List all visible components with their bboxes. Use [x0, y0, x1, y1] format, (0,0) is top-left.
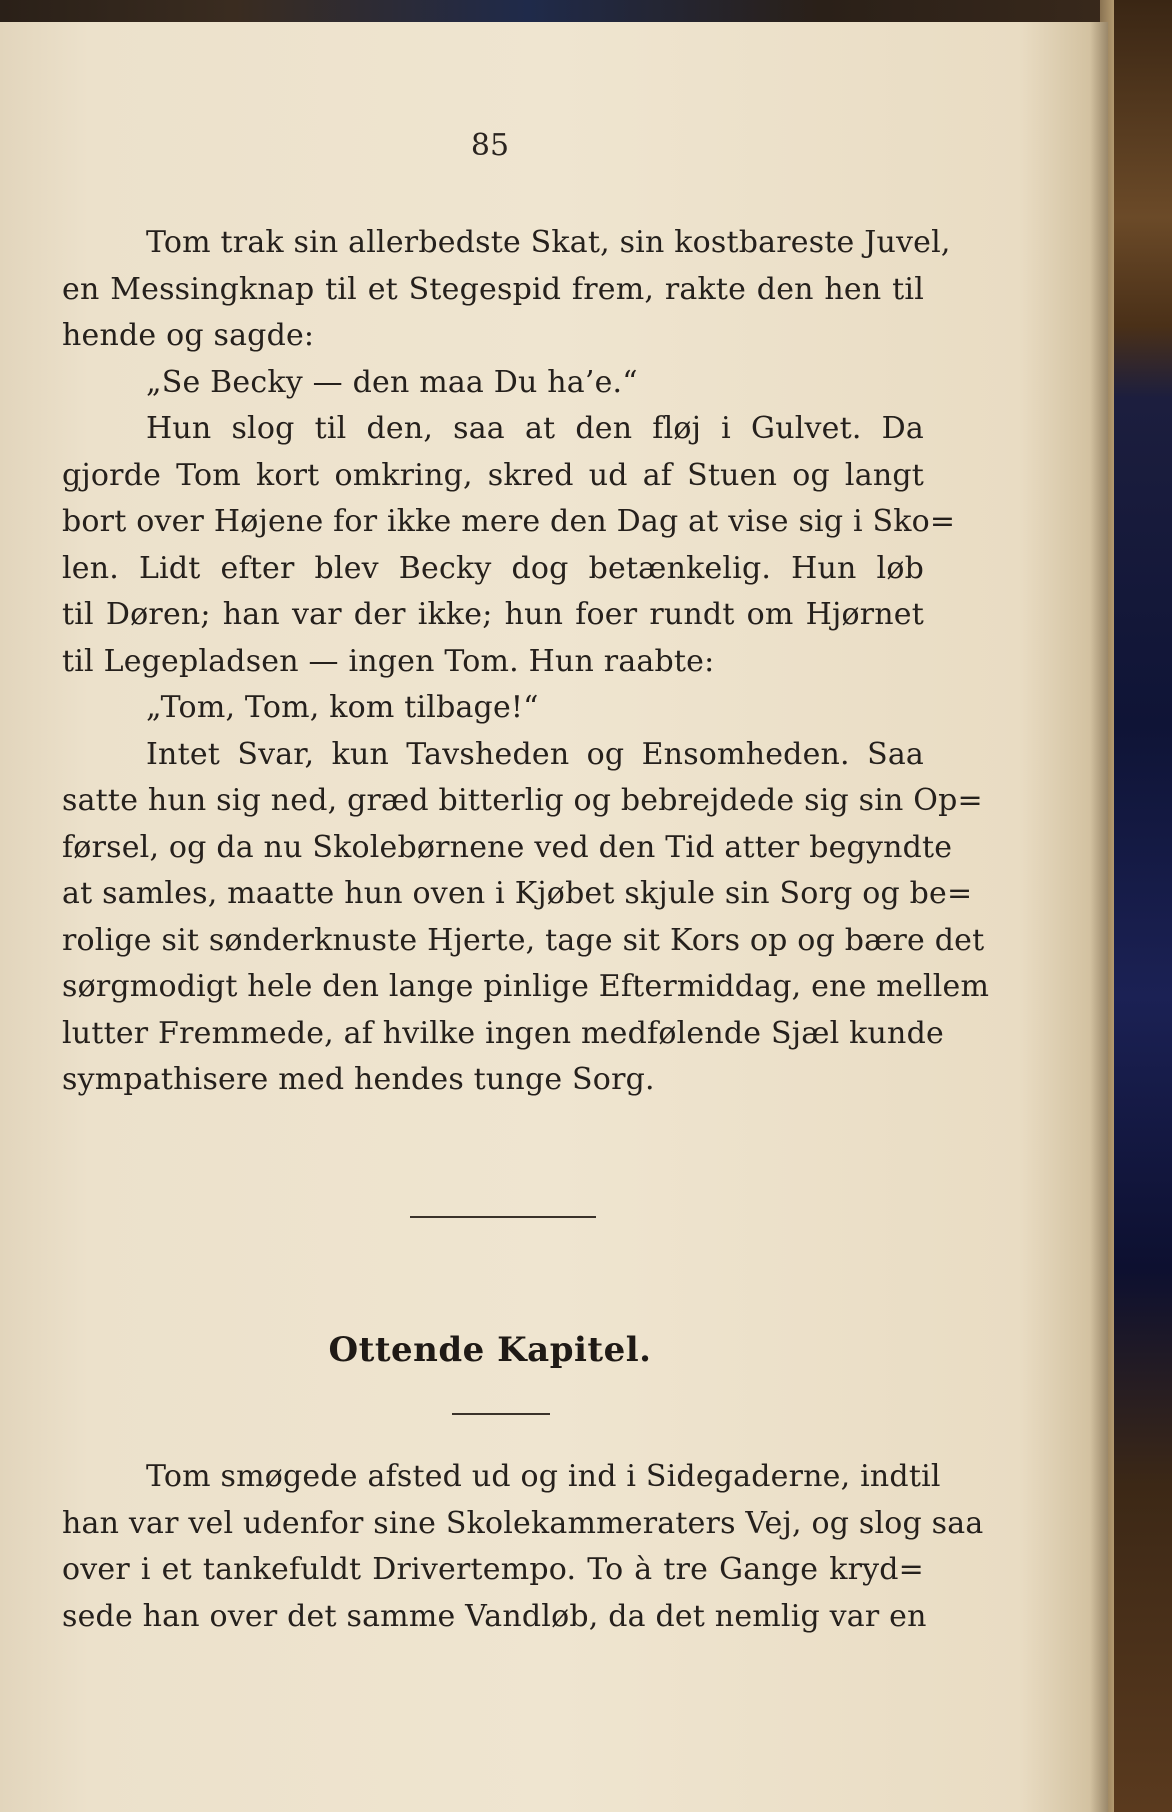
text-line: lutter Fremmede, af hvilke ingen medfølende Sjæl kunde: [62, 1015, 944, 1051]
book-spine: [1100, 0, 1172, 1812]
text-line: sede han over det samme Vandløb, da det nemlig var en: [62, 1598, 927, 1634]
text-line: hende og sagde:: [62, 318, 315, 353]
text-line: en Messingknap til et Stegespid frem, rakte den hen til: [62, 271, 924, 307]
section-divider-rule: [410, 1216, 596, 1218]
quote-line: „Tom, Tom, kom tilbage!“: [146, 690, 539, 725]
text-line: sympathisere med hendes tunge Sorg.: [62, 1062, 655, 1097]
text-line: bort over Højene for ikke mere den Dag at vise sig i Sko=: [62, 504, 956, 539]
text-line: Tom trak sin allerbedste Skat, sin kostbareste Juvel,: [146, 225, 951, 260]
text-line: han var vel udenfor sine Skolekammeraters Vej, og slog saa: [62, 1505, 984, 1541]
text-line: Hun slog til den, saa at den fløj i Gulvet. Da: [146, 411, 924, 446]
text-line: gjorde Tom kort omkring, skred ud af Stuen og langt: [62, 457, 924, 493]
text-line: at samles, maatte hun oven i Kjøbet skjule sin Sorg og be=: [62, 876, 973, 911]
chapter-heading: Ottende Kapitel.: [328, 1330, 652, 1370]
text-line: rolige sit sønderknuste Hjerte, tage sit Kors op og bære det: [62, 922, 985, 958]
text-line: til Legepladsen — ingen Tom. Hun raabte:: [62, 643, 715, 679]
text-line: Intet Svar, kun Tavsheden og Ensomheden. Saa: [146, 736, 924, 772]
heading-underline-rule: [452, 1413, 550, 1415]
text-line: Tom smøgede afsted ud og ind i Sidegaderne, indtil: [146, 1459, 941, 1494]
text-line: sørgmodigt hele den lange pinlige Eftermiddag, ene mellem: [62, 969, 990, 1004]
page-number: 85: [470, 128, 510, 163]
text-line: satte hun sig ned, græd bitterlig og bebrejdede sig sin Op=: [62, 783, 983, 818]
text-line: len. Lidt efter blev Becky dog betænkelig. Hun løb: [62, 550, 924, 586]
text-line: over i et tankefuldt Drivertempo. To à tre Gange kryd=: [62, 1552, 924, 1587]
gutter-shadow: [1090, 22, 1108, 1812]
text-line: til Døren; han var der ikke; hun foer rundt om Hjørnet: [62, 597, 924, 632]
body-text-upper: [62, 220, 990, 1104]
quote-line: „Se Becky — den maa Du ha’e.“: [146, 364, 638, 400]
body-text-lower: [62, 1454, 984, 1640]
text-line: førsel, og da nu Skolebørnene ved den Tid atter begyndte: [62, 829, 953, 865]
